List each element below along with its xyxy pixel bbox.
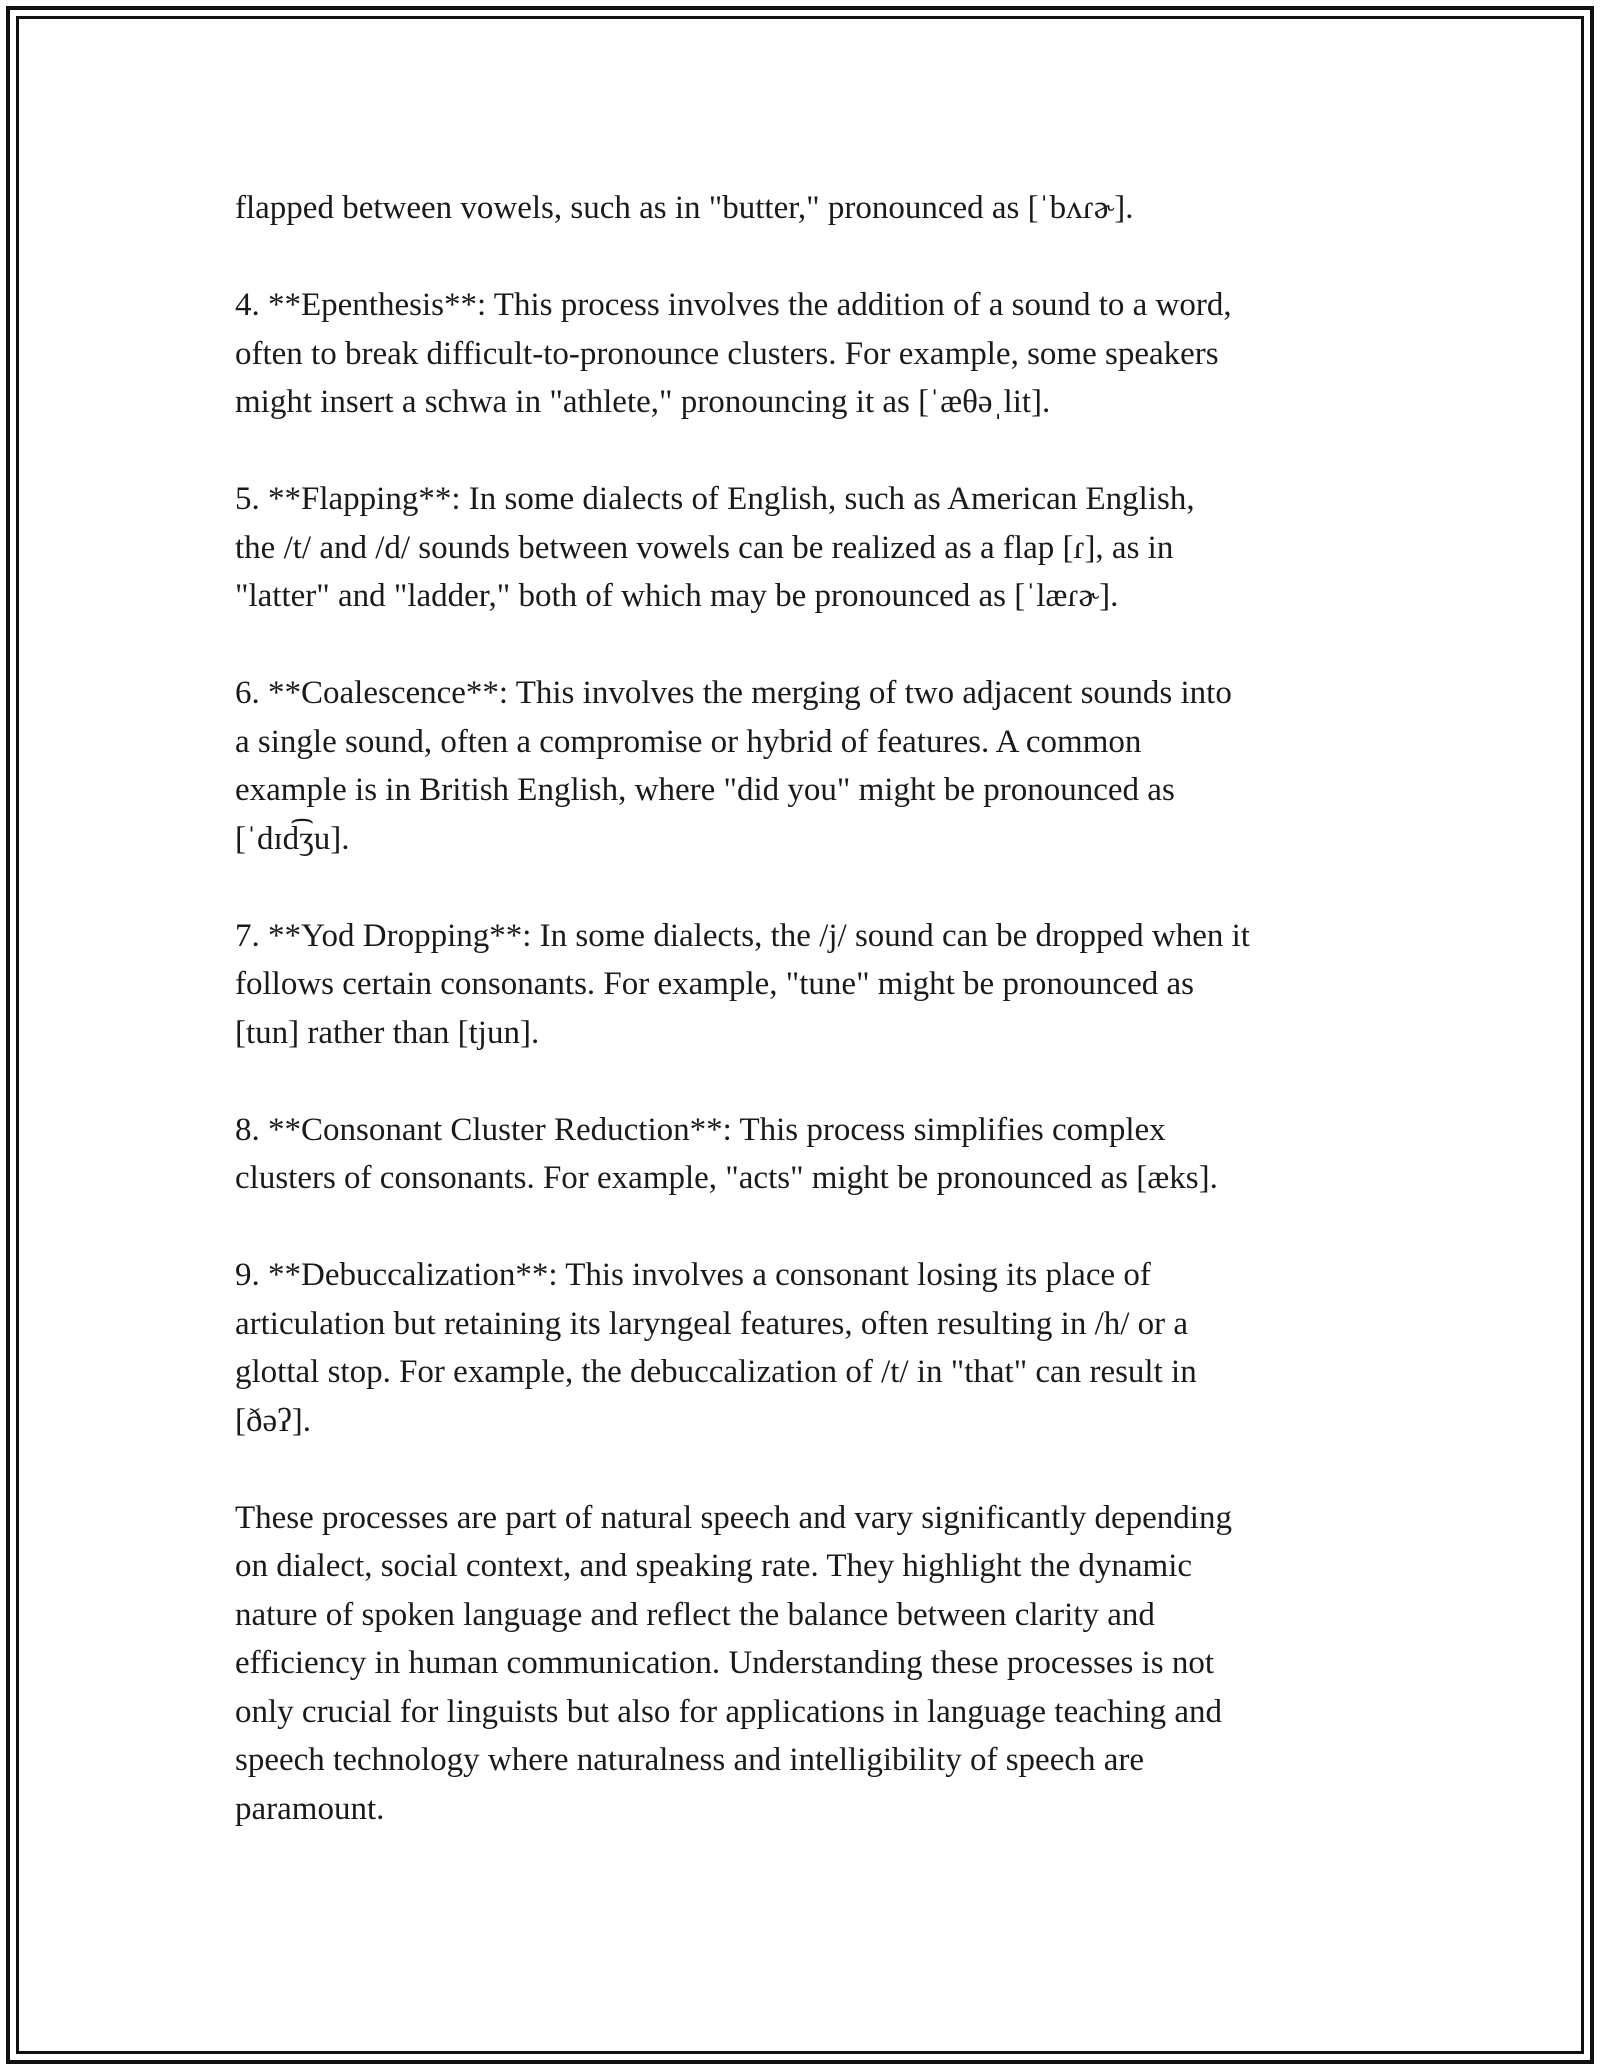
- paragraph-flapping: 5. **Flapping**: In some dialects of English, such as American English, the /t/ and /d/ sounds between vowels can be realized as a flap [ɾ], as in "latter" and "ladder," both of which may be pronounced as [ˈlæɾɚ].: [235, 481, 1195, 614]
- paragraph-epenthesis: 4. **Epenthesis**: This process involves the addition of a sound to a word, often to break difficult-to-pronounce clusters. For example, some speakers might insert a schwa in "athlete," pronouncing it as [ˈæθəˌlit].: [235, 287, 1232, 420]
- paragraph-flapping-continuation: flapped between vowels, such as in "butter," pronounced as [ˈbʌɾɚ].: [235, 190, 1134, 226]
- paragraph-consonant-cluster-reduction: 8. **Consonant Cluster Reduction**: This process simplifies complex clusters of consonants. For example, "acts" might be pronounced as [æks].: [235, 1111, 1218, 1196]
- document-body: [235, 184, 1395, 1882]
- paragraph-yod-dropping: 7. **Yod Dropping**: In some dialects, the /j/ sound can be dropped when it follows certain consonants. For example, "tune" might be pronounced as [tun] rather than [tjun].: [235, 917, 1250, 1051]
- paragraph-conclusion: These processes are part of natural speech and vary significantly depending on dialect, social context, and speaking rate. They highlight the dynamic nature of spoken language and reflect the balance between clarity and efficiency in human communication. Understanding these processes is not only crucial for linguists but also for applications in language teaching and speech technology where naturalness and intelligibility of speech are paramount.: [235, 1499, 1232, 1827]
- paragraph-debuccalization: 9. **Debuccalization**: This involves a consonant losing its place of articulation but retaining its laryngeal features, often resulting in /h/ or a glottal stop. For example, the debuccalization of /t/ in "that" can result in [ðəʔ].: [235, 1257, 1197, 1439]
- paragraph-coalescence: 6. **Coalescence**: This involves the merging of two adjacent sounds into a single sound, often a compromise or hybrid of features. A common example is in British English, where "did you" might be pronounced as [ˈdɪd͡ʒu].: [235, 675, 1232, 857]
